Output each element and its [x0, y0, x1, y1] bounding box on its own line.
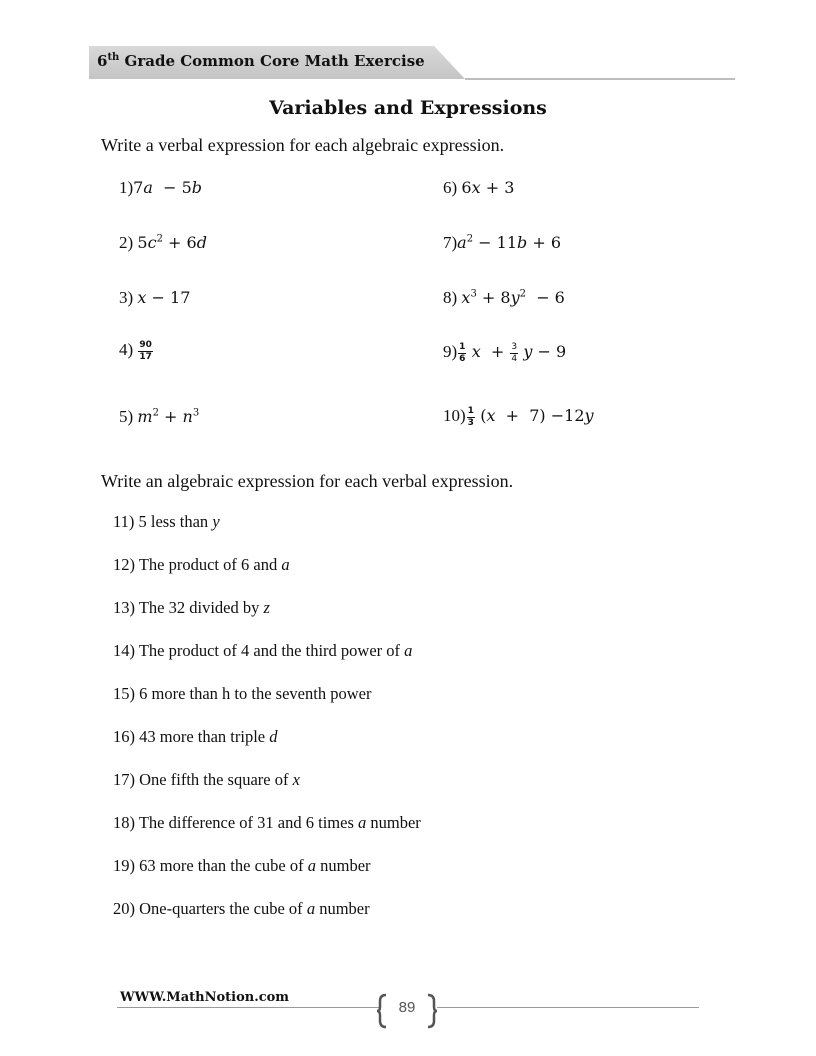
problem-5: 5) $m^2 + n^3$ — [119, 407, 200, 426]
problem-15: 15) 6 more than h to the seventh power — [113, 684, 372, 703]
problem-6: 6) 6x + 3 — [443, 178, 515, 197]
footer-site: WWW.MathNotion.com — [120, 990, 290, 1005]
problem-20: 20) One-quarters the cube of a number — [113, 899, 370, 918]
header-rule — [465, 78, 735, 80]
page-number: 89 — [398, 999, 416, 1016]
problem-4: 4) $\frac{90}{17}$ — [119, 339, 152, 362]
problem-8: 8) $x^3 + 8y^2 - 6$ — [443, 288, 565, 307]
problem-1: 1)7a − 5b — [119, 178, 202, 197]
problem-19: 19) 63 more than the cube of a number — [113, 856, 371, 875]
section2-instruction: Write an algebraic expression for each verbal expression. — [101, 471, 514, 491]
page-title: Variables and Expressions — [269, 97, 547, 119]
problem-12: 12) The product of 6 and a — [113, 555, 290, 574]
footer-rule-right — [437, 1007, 699, 1008]
problem-18: 18) The difference of 31 and 6 times a number — [113, 813, 421, 832]
problem-7: $7)a^2 - 11b + 6$ — [443, 233, 562, 252]
problem-14: 14) The product of 4 and the third power of a — [113, 641, 413, 660]
right-brace-icon — [426, 993, 438, 1029]
problem-2: 2) $5c^2 + 6d$ — [119, 233, 207, 252]
problem-16: 16) 43 more than triple d — [113, 727, 278, 746]
section1-instruction: Write a verbal expression for each algebraic expression. — [101, 135, 505, 155]
header-title: 6th Grade Common Core Math Exercise — [97, 52, 425, 70]
footer-rule-left — [117, 1007, 379, 1008]
problem-10: 10) $\frac{1}{3}$ (x + 7) −12y — [443, 405, 594, 428]
problem-9: 9) $\frac{1}{6}$ x + $\frac{3}{4}$ y − 9 — [443, 341, 567, 364]
problem-3: 3) x − 17 — [119, 288, 191, 307]
problem-13: 13) The 32 divided by z — [113, 598, 270, 617]
problem-11: 11) 5 less than y — [113, 512, 220, 531]
problem-17: 17) One fifth the square of x — [113, 770, 300, 789]
